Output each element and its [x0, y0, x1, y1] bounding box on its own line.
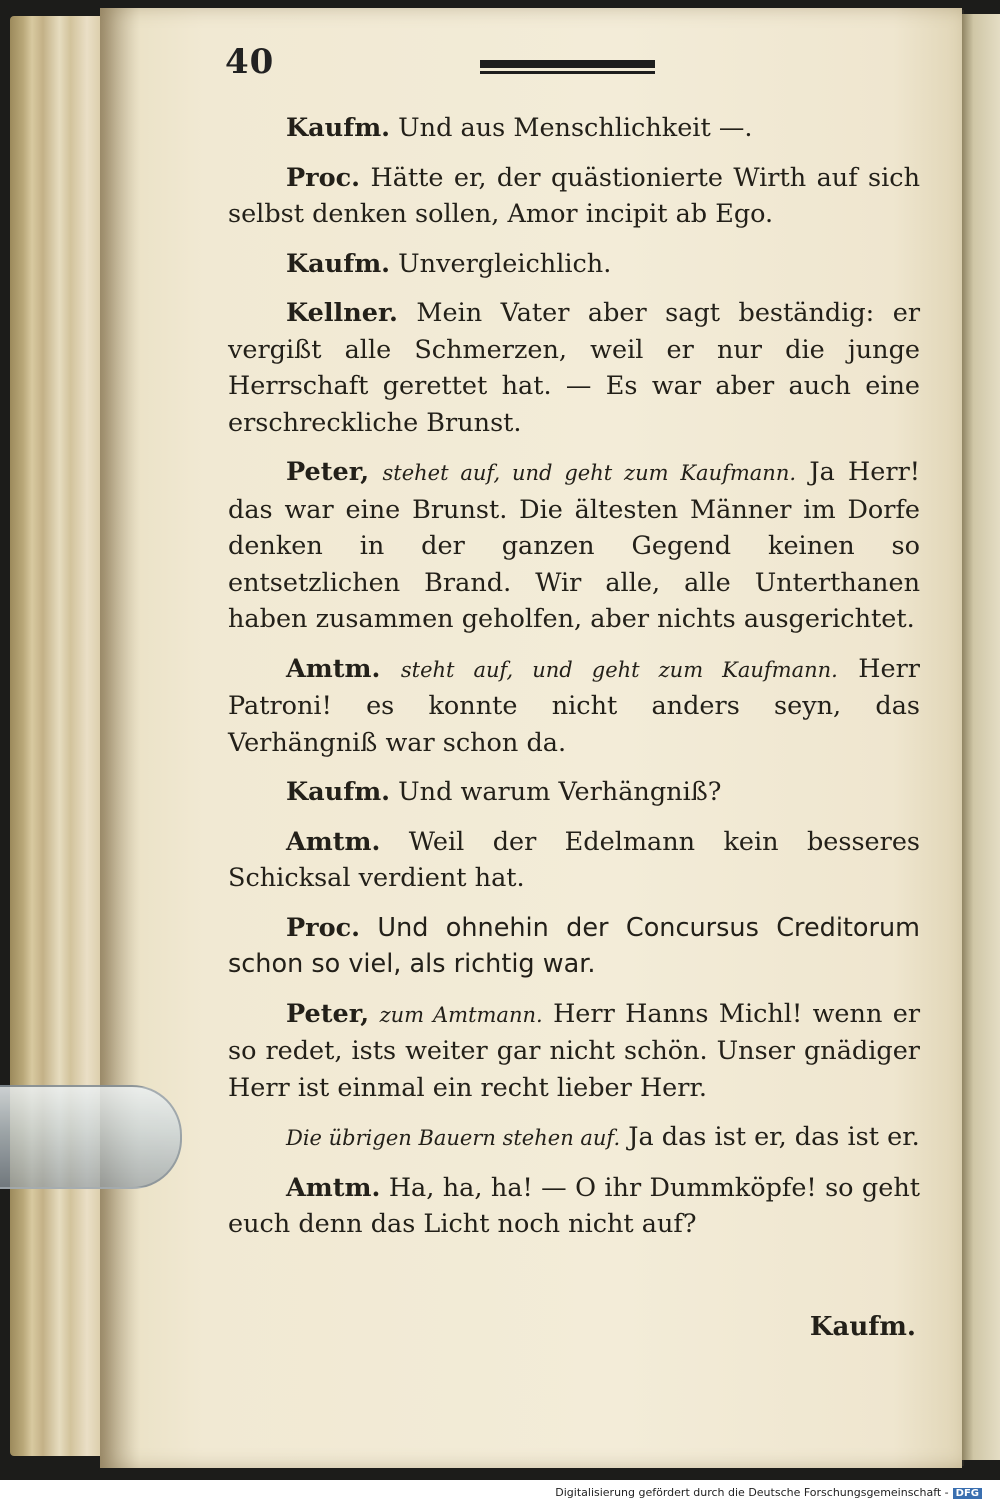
paragraph — [228, 110, 920, 147]
paragraph — [228, 246, 920, 283]
header-rule-thin — [480, 71, 655, 74]
dialogue-text: Mein Vater aber sagt beständig: er vergißt alle Schmerzen, weil er nur die junge Herrschaft gerettet hat. — Es war aber auch eine erschreckliche Brunst. — [228, 298, 921, 438]
header-rule — [480, 60, 655, 68]
speaker-name: Amtm. — [286, 1172, 381, 1203]
paragraph — [228, 651, 920, 762]
paragraph — [228, 824, 920, 897]
dialogue-text: Unvergleichlich. — [398, 248, 612, 279]
dialogue-text: Und ohnehin der Concursus Creditorum schon so viel, als richtig war. — [228, 912, 920, 979]
paragraph — [228, 454, 920, 638]
gutter-shadow — [100, 8, 140, 1468]
paragraph — [228, 160, 920, 233]
plastic-page-clip — [0, 1085, 182, 1189]
dialogue-text: Ha, ha, ha! — O ihr Dummköpfe! so geht euch denn das Licht noch nicht auf? — [228, 1172, 920, 1239]
catchword: Kaufm. — [809, 1312, 916, 1342]
dialogue-text: Und warum Verhängniß? — [398, 777, 722, 807]
page-number: 40 — [225, 42, 275, 82]
footer-credit-text: Digitalisierung gefördert durch die Deutsche Forschungsgemeinschaft - — [555, 1486, 949, 1499]
dialogue-text: Herr Hanns Michl! wenn er so redet, ists weiter gar nicht schön. Unser gnädiger Herr ist einmal ein recht lieber Herr. — [228, 998, 921, 1103]
paragraph — [228, 996, 920, 1107]
speaker-name: Amtm. — [286, 826, 381, 857]
speaker-name: Amtm. — [286, 653, 381, 684]
speaker-name: Kaufm. — [286, 248, 391, 279]
paragraph — [228, 295, 920, 441]
dfg-logo-icon: DFG — [953, 1488, 982, 1499]
speaker-name: Kaufm. — [286, 113, 391, 143]
stage-direction: stehet auf, und geht zum Kaufmann. — [382, 461, 797, 485]
text-block — [228, 110, 920, 1243]
speaker-name: Kellner. — [286, 298, 398, 328]
stage-direction: steht auf, und geht zum Kaufmann. — [400, 657, 838, 682]
paragraph — [228, 1119, 920, 1157]
dialogue-text: Weil der Edelmann kein besseres Schicksal verdient hat. — [228, 826, 920, 893]
stage-direction: zum Amtmann. — [379, 1002, 543, 1027]
paragraph — [228, 1170, 920, 1243]
paragraph — [228, 774, 920, 811]
dialogue-text: Und aus Menschlichkeit —. — [398, 113, 753, 143]
speaker-name: Proc. — [286, 162, 361, 193]
dialogue-text: Ja Herr! das war eine Brunst. Die ältesten Männer im Dorfe denken in der ganzen Gegend keinen so entsetzlichen Brand. Wir alle, alle Unterthanen haben zusammen geholfen, aber nichts ausgerichtet. — [228, 457, 921, 634]
speaker-name: Peter, — [286, 457, 370, 487]
speaker-name: Proc. — [286, 912, 361, 943]
speaker-name: Kaufm. — [286, 777, 391, 807]
paragraph — [228, 910, 920, 983]
dialogue-text: Herr Patroni! es konnte nicht anders seyn, das Verhängniß war schon da. — [228, 653, 920, 758]
facing-page — [962, 14, 1000, 1460]
footer-credit — [555, 1486, 982, 1499]
speaker-name: Peter, — [286, 998, 370, 1029]
dialogue-text: Ja das ist er, das ist er. — [628, 1122, 920, 1152]
dialogue-text: Hätte er, der quästionierte Wirth auf sich selbst denken sollen, Amor incipit ab Ego. — [228, 162, 921, 229]
stage-direction: Die übrigen Bauern stehen auf. — [286, 1126, 621, 1150]
